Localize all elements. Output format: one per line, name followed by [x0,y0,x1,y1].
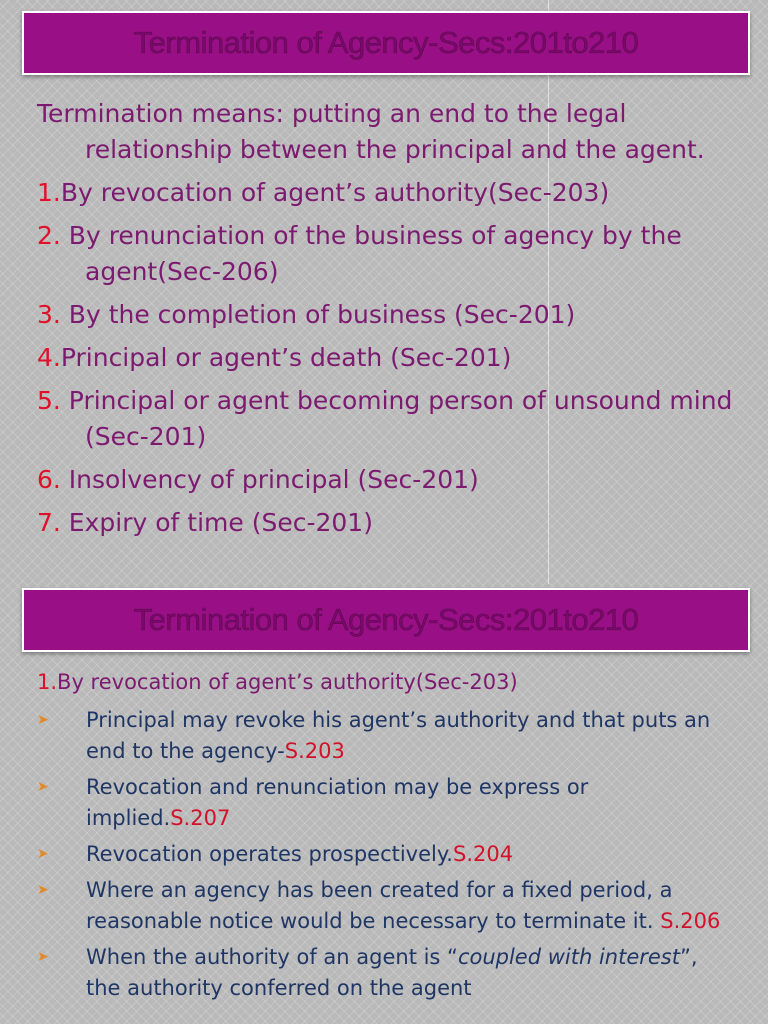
slide-title: Termination of Agency-Secs:201to210 [133,602,639,637]
bullet-text: Revocation and renunciation may be express or implied. [86,775,589,830]
bullet-text-italic: coupled with interest [457,945,680,969]
list-item [37,462,737,498]
item-number: 2. [37,221,61,250]
slide-2 [0,584,768,1024]
item-text: Insolvency of principal (Sec-201) [60,465,479,494]
item-number: 3. [37,300,61,329]
arrow-bullet-icon: ➤ [37,846,49,862]
slide-title-bar [22,588,750,652]
item-text: Principal or agent’s death (Sec-201) [60,343,512,372]
definition-item [37,96,737,168]
item-text: Expiry of time (Sec-201) [60,508,373,537]
bullet-text: When the authority of an agent is “ [86,945,458,969]
bullet-list [37,705,737,1009]
section-reference: S.206 [660,909,721,933]
item-number: 4. [37,343,61,372]
section-heading [37,670,518,694]
arrow-bullet-icon: ➤ [37,779,49,795]
arrow-bullet-icon: ➤ [37,949,49,965]
slide-title: Termination of Agency-Secs:201to210 [133,25,639,60]
heading-text: By revocation of agent’s authority(Sec-203) [57,670,518,694]
bullet-item [37,942,737,1004]
bullet-item [37,839,737,870]
list-item [37,297,737,333]
item-number: 1. [37,178,61,207]
section-reference: S.204 [452,842,514,866]
heading-number: 1. [37,670,58,694]
termination-list [37,96,737,548]
item-text: By the completion of business (Sec-201) [60,300,576,329]
bullet-item [37,705,737,767]
bullet-item [37,772,737,834]
definition-text: Termination means: putting an end to the legal relationship between the principal and the agent. [37,99,705,164]
bullet-text: Revocation operates prospectively. [86,842,453,866]
list-item [37,218,737,290]
item-text: By renunciation of the business of agency by the agent(Sec-206) [60,221,682,286]
section-reference: S.207 [170,806,231,830]
bullet-text: Principal may revoke his agent’s authority and that puts an end to the agency- [86,708,711,763]
arrow-bullet-icon: ➤ [37,712,49,728]
list-item [37,505,737,541]
bullet-item [37,875,737,937]
item-number: 5. [37,386,61,415]
list-item [37,383,737,455]
item-text: By revocation of agent’s authority(Sec-203) [60,178,610,207]
slide-title-bar [22,11,750,75]
section-reference: S.203 [284,739,345,763]
arrow-bullet-icon: ➤ [37,882,49,898]
item-number: 7. [37,508,61,537]
list-item [37,175,737,211]
bullet-text-continued: ”, the authority conferred on the agent [86,945,698,1000]
list-item [37,340,737,376]
item-number: 6. [37,465,61,494]
item-text: Principal or agent becoming person of unsound mind (Sec-201) [60,386,733,451]
bullet-text: Where an agency has been created for a fixed period, a reasonable notice would be necessary to terminate it. [86,878,673,933]
